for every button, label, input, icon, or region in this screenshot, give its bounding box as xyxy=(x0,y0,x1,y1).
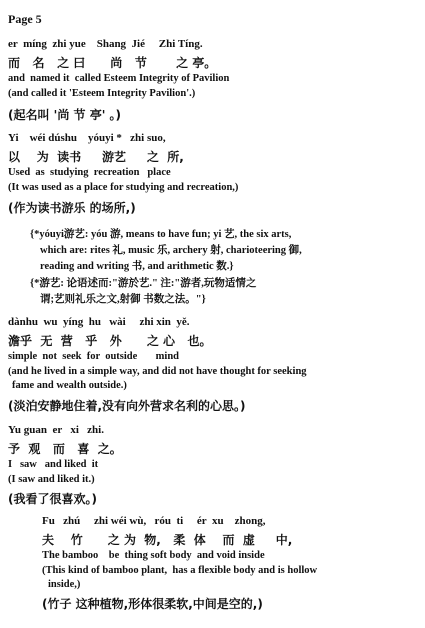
english-gloss-line: Used as studying recreation place xyxy=(8,167,171,178)
english-paraphrase: (This kind of bamboo plant, has a flexible body and is hollow xyxy=(42,565,318,576)
page-number: Page 5 xyxy=(8,12,42,26)
english-gloss-line: simple not seek for outside mind xyxy=(8,351,180,362)
pinyin-line: Yu guan er xi zhi. xyxy=(8,424,104,436)
english-paraphrase-cont: inside,) xyxy=(48,579,81,590)
english-gloss-line: The bamboo be thing soft body and void inside xyxy=(42,550,265,561)
english-paraphrase: (It was used as a place for studying and recreation,) xyxy=(8,182,239,193)
footnote-line: reading and writing 书, and arithmetic 数.} xyxy=(40,261,234,272)
footnote-line: {*游艺: 论语述而:"游於艺." 注:"游者,玩物适情之 xyxy=(30,278,257,289)
chinese-line: 以 为 读书 游艺 之 所, xyxy=(8,150,184,164)
pinyin-line: dànhu wu yíng hu wài zhi xin yě. xyxy=(8,316,190,328)
chinese-line: 夫 竹 之 为 物, 柔 体 而 虚 中, xyxy=(42,533,293,547)
chinese-line: 澹乎 无 营 乎 外 之 心 也。 xyxy=(8,334,212,348)
english-paraphrase: (I saw and liked it.) xyxy=(8,474,95,485)
english-paraphrase: (and he lived in a simple way, and did not have thought for seeking xyxy=(8,366,307,377)
modern-chinese-translation: (作为读书游乐 的场所,) xyxy=(8,201,136,215)
english-paraphrase-cont: fame and wealth outside.) xyxy=(12,380,127,391)
pinyin-line: Yi wéi dúshu yóuyi * zhi suo, xyxy=(8,132,166,144)
modern-chinese-translation: (竹子 这种植物,形体很柔软,中间是空的,) xyxy=(42,597,263,611)
pinyin-line: er míng zhi yue Shang Jié Zhi Tíng. xyxy=(8,38,203,50)
english-gloss-line: I saw and liked it xyxy=(8,459,99,470)
english-gloss-line: and named it called Esteem Integrity of Pavilion xyxy=(8,73,230,84)
chinese-line: 而 名 之 曰 尚 节 之 亭。 xyxy=(8,56,217,70)
footnote-line: {*yóuyi游艺: yóu 游, means to have fun; yi 艺, the six arts, xyxy=(30,229,292,240)
chinese-line: 予 观 而 喜 之。 xyxy=(8,442,122,456)
footnote-line: 谓;艺则礼乐之文,射御 书数之法。"} xyxy=(40,294,206,305)
modern-chinese-translation: (起名叫 '尚 节 亭' 。) xyxy=(8,108,122,122)
modern-chinese-translation: (我看了很喜欢。) xyxy=(8,492,97,506)
footnote-line: which are: rites 礼, music 乐, archery 射, charioteering 御, xyxy=(40,245,302,256)
pinyin-line: Fu zhú zhi wéi wù, róu ti ér xu zhong, xyxy=(42,515,266,527)
english-paraphrase: (and called it 'Esteem Integrity Pavilion'.) xyxy=(8,88,196,99)
modern-chinese-translation: (淡泊安静地住着,没有向外营求名利的心思。) xyxy=(8,399,246,413)
